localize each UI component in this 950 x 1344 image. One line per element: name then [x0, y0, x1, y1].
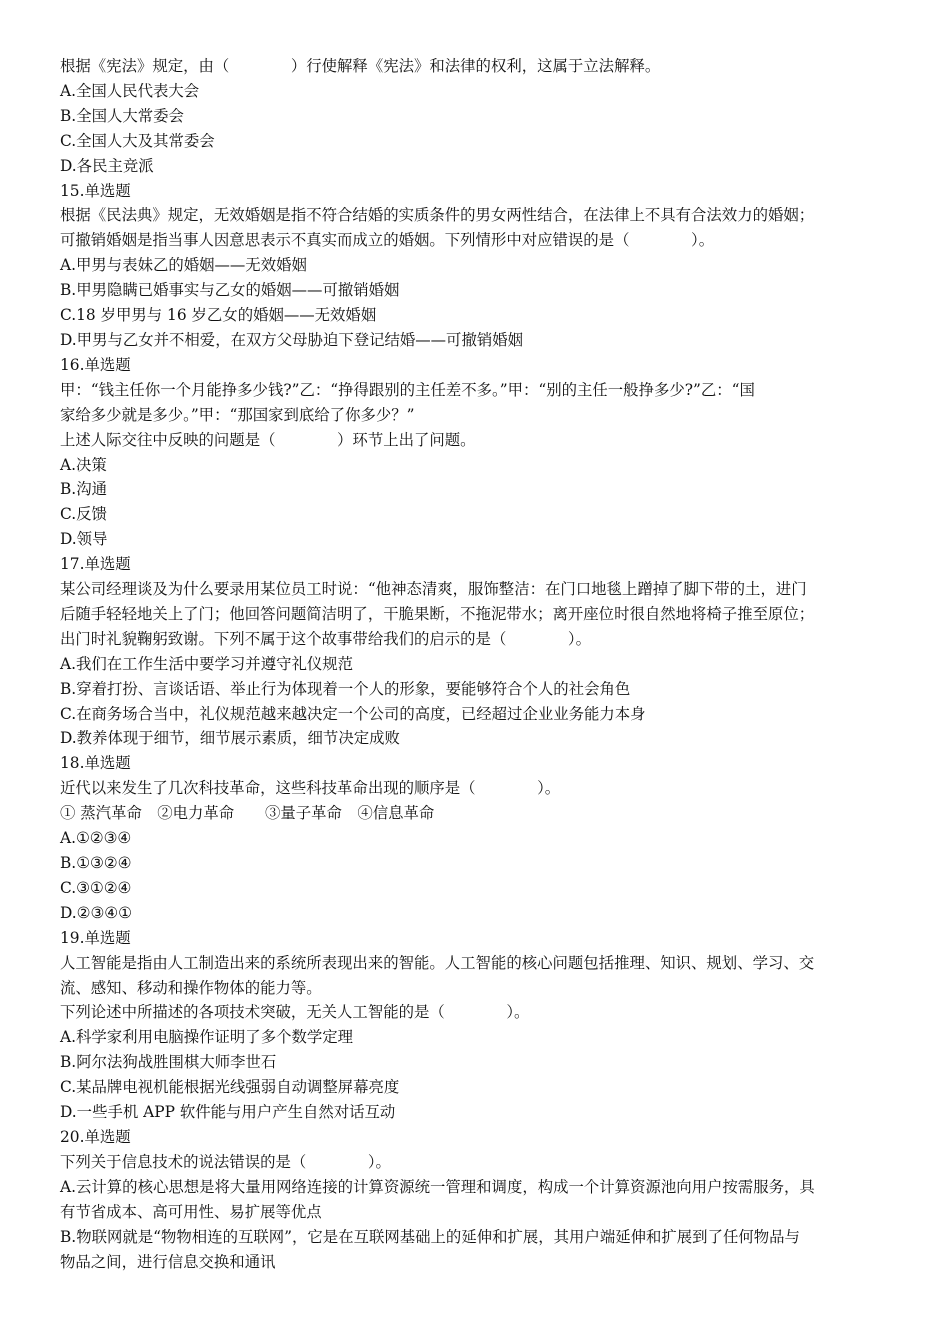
question-18-items: ① 蒸汽革命 ②电力革命 ③量子革命 ④信息革命	[60, 804, 435, 823]
question-17-stem-line-3: 出门时礼貌鞠躬致谢。下列不属于这个故事带给我们的启示的是（ ）。	[60, 629, 591, 648]
question-16-heading: 16.单选题	[60, 355, 131, 374]
question-19-option-a: A.科学家利用电脑操作证明了多个数学定理	[60, 1028, 354, 1047]
question-20-option-b-line-1: B.物联网就是“物物相连的互联网”，它是在互联网基础上的延伸和扩展，其用户端延伸和扩展到了任何物品与	[60, 1227, 800, 1246]
question-20-heading: 20.单选题	[60, 1127, 131, 1146]
question-18-option-d: D.②③④①	[60, 903, 132, 922]
question-19-stem-line-2: 流、感知、移动和操作物体的能力等。	[60, 978, 322, 997]
question-16-stem-line-1: 甲：“钱主任你一个月能挣多少钱?”乙：“挣得跟别的主任差不多。”甲：“别的主任一般挣多少?”乙：“国	[60, 380, 755, 399]
question-16-option-a: A.决策	[60, 455, 107, 474]
question-18-option-c: C.③①②④	[60, 878, 132, 897]
question-15-option-a: A.甲男与表妹乙的婚姻——无效婚姻	[60, 256, 307, 275]
question-20-stem: 下列关于信息技术的说法错误的是（ ）。	[60, 1152, 391, 1171]
question-15-heading: 15.单选题	[60, 181, 131, 200]
question-19-option-c: C.某品牌电视机能根据光线强弱自动调整屏幕亮度	[60, 1078, 400, 1097]
question-14-option-d: D.各民主竞派	[60, 156, 154, 175]
question-14-stem: 根据《宪法》规定，由（ ）行使解释《宪法》和法律的权利，这属于立法解释。	[60, 57, 661, 75]
question-14-option-a: A.全国人民代表大会	[60, 81, 200, 100]
question-17-option-a: A.我们在工作生活中要学习并遵守礼仪规范	[60, 654, 354, 673]
question-16-stem-line-3: 上述人际交往中反映的问题是（ ）环节上出了问题。	[60, 430, 476, 449]
question-16-option-b: B.沟通	[60, 480, 107, 499]
question-20-option-a-line-1: A.云计算的核心思想是将大量用网络连接的计算资源统一管理和调度，构成一个计算资源池向用户按需服务，具	[60, 1177, 815, 1196]
question-18-heading: 18.单选题	[60, 754, 131, 773]
question-18-option-b: B.①③②④	[60, 854, 132, 872]
question-16-option-c: C.反馈	[60, 505, 107, 524]
question-15-option-b: B.甲男隐瞒已婚事实与乙女的婚姻——可撤销婚姻	[60, 281, 400, 300]
question-14-option-c: C.全国人大及其常委会	[60, 131, 215, 150]
document-page	[60, 54, 890, 1274]
question-20-option-b-line-2: 物品之间，进行信息交换和通讯	[60, 1252, 276, 1271]
question-15-option-d: D.甲男与乙女并不相爱，在双方父母胁迫下登记结婚——可撤销婚姻	[60, 330, 524, 349]
question-19-heading: 19.单选题	[60, 928, 131, 947]
question-19-stem-line-1: 人工智能是指由人工制造出来的系统所表现出来的智能。人工智能的核心问题包括推理、知识、规划、学习、交	[60, 953, 815, 972]
question-17-option-b: B.穿着打扮、言谈话语、举止行为体现着一个人的形象，要能够符合个人的社会角色	[60, 679, 631, 698]
question-18-stem: 近代以来发生了几次科技革命，这些科技革命出现的顺序是（ ）。	[60, 779, 561, 798]
question-14-option-b: B.全国人大常委会	[60, 106, 184, 125]
question-20-option-a-line-2: 有节省成本、高可用性、易扩展等优点	[60, 1202, 322, 1221]
question-18-option-a: A.①②③④	[60, 829, 132, 848]
question-15-stem-line-1: 根据《民法典》规定，无效婚姻是指不符合结婚的实质条件的男女两性结合，在法律上不具有合法效力的婚姻；	[60, 206, 815, 225]
question-16-stem-line-2: 家给多少就是多少。”甲：“那国家到底给了你多少？”	[60, 405, 415, 424]
question-15-option-c: C.18 岁甲男与 16 岁乙女的婚姻——无效婚姻	[60, 306, 377, 325]
question-19-option-d: D.一些手机 APP 软件能与用户产生自然对话互动	[60, 1103, 396, 1122]
question-19-stem-line-3: 下列论述中所描述的各项技术突破，无关人工智能的是（ ）。	[60, 1003, 530, 1022]
question-17-option-c: C.在商务场合当中，礼仪规范越来越决定一个公司的高度，已经超过企业业务能力本身	[60, 704, 646, 723]
question-17-option-d: D.教养体现于细节，细节展示素质，细节决定成败	[60, 729, 400, 748]
question-17-heading: 17.单选题	[60, 555, 131, 574]
question-19-option-b: B.阿尔法狗战胜围棋大师李世石	[60, 1053, 277, 1072]
question-17-stem-line-2: 后随手轻轻地关上了门；他回答问题简洁明了，干脆果断，不拖泥带水；离开座位时很自然地将椅子推至原位；	[60, 604, 815, 623]
question-16-option-d: D.领导	[60, 530, 108, 549]
question-15-stem-line-2: 可撤销婚姻是指当事人因意思表示不真实而成立的婚姻。下列情形中对应错误的是（ ）。	[60, 231, 715, 250]
question-17-stem-line-1: 某公司经理谈及为什么要录用某位员工时说：“他神态清爽，服饰整洁：在门口地毯上蹭掉了脚下带的土，进门	[60, 580, 807, 599]
